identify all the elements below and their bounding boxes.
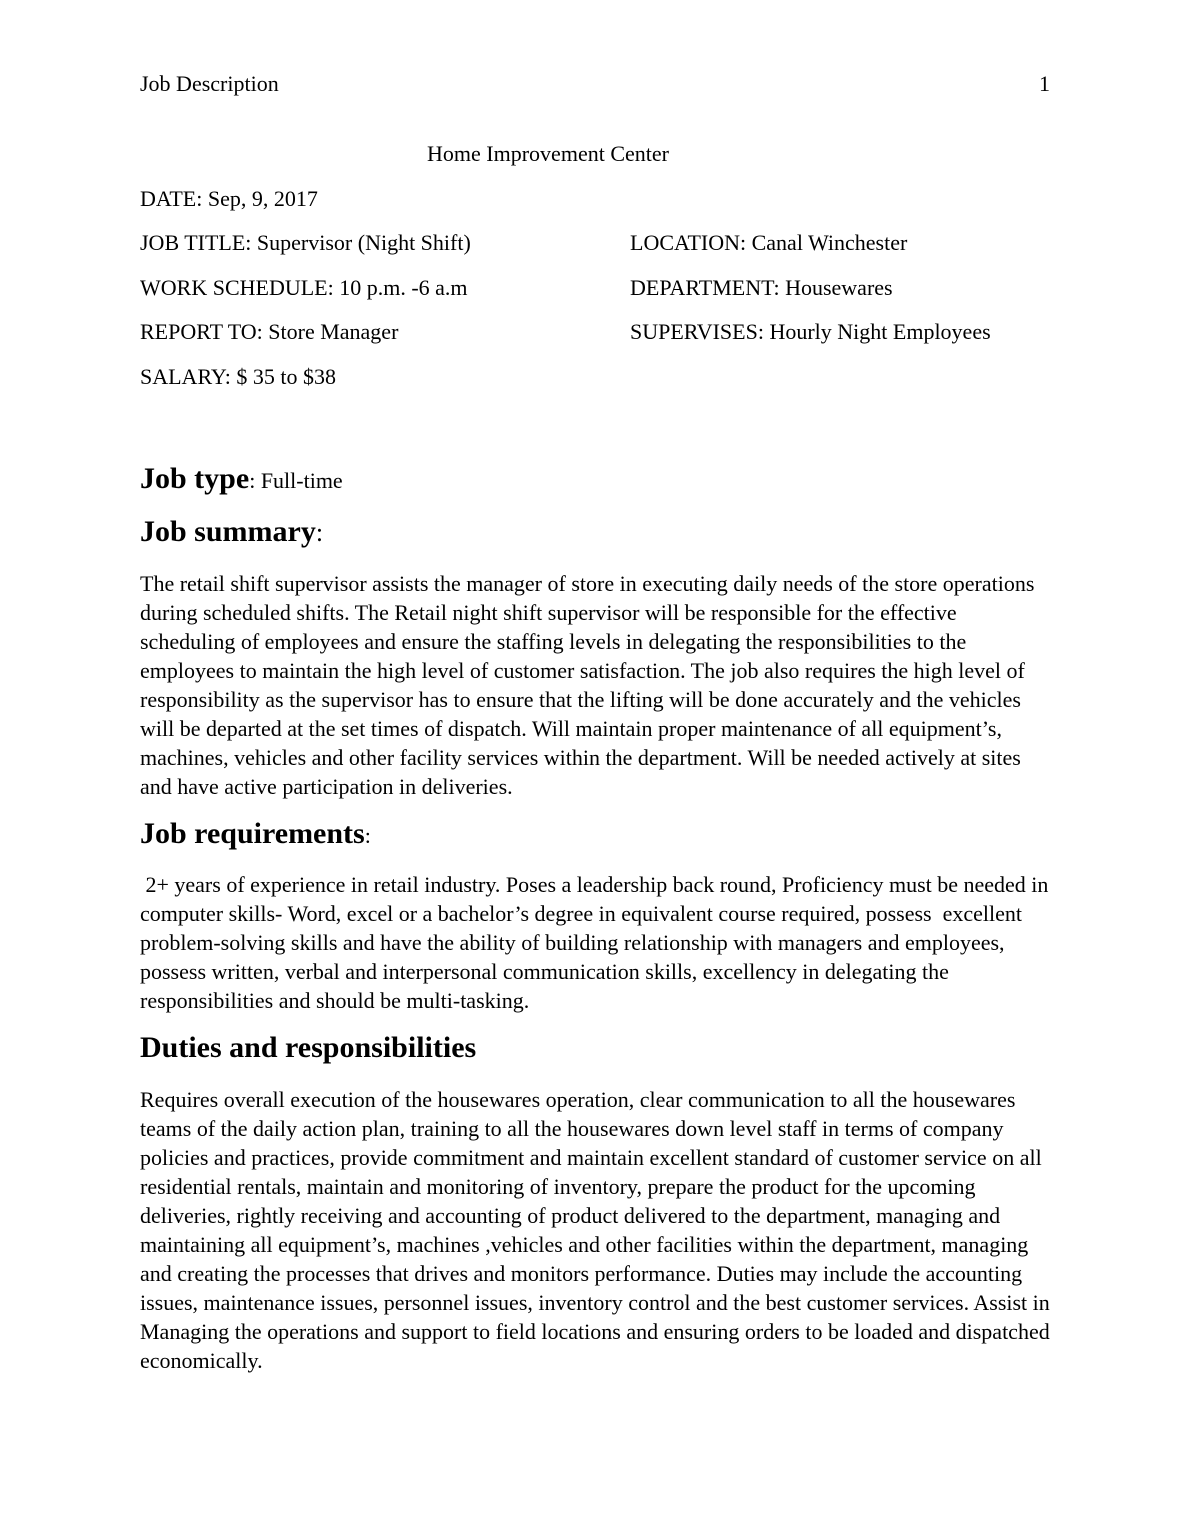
meta-department-label: DEPARTMENT: <box>630 275 780 300</box>
meta-job-title-label: JOB TITLE: <box>140 230 252 255</box>
running-head: Job Description <box>140 71 279 96</box>
meta-date-value: Sep, 9, 2017 <box>207 186 318 211</box>
page-number: 1 <box>1039 71 1050 96</box>
meta-salary <box>140 363 336 391</box>
duties-heading-line <box>140 1031 476 1065</box>
meta-work-schedule-label: WORK SCHEDULE: <box>140 275 334 300</box>
job-requirements-heading: Job requirements <box>140 817 365 850</box>
meta-work-schedule-value: 10 p.m. -6 a.m <box>339 275 468 300</box>
meta-date <box>140 185 318 213</box>
meta-report-to-value: Store Manager <box>268 319 399 344</box>
job-type-heading: Job type <box>140 462 250 495</box>
meta-report-to-label: REPORT TO: <box>140 319 263 344</box>
duties-text: Requires overall execution of the housewares operation, clear communication to all the housewares teams of the daily action plan, training to all the housewares down level staff in terms of company policies and practices, provide commitment and maintain excellent standard of customer service on all residential rentals, maintain and monitoring of inventory, prepare the product for the upcoming deliveries, rightly receiving and accounting of product delivered to the department, managing and maintaining all equipment’s, machines ,vehicles and other facilities within the department, managing and creating the processes that drives and monitors performance. Duties may include the accounting issues, maintenance issues, personnel issues, inventory control and the best customer services. Assist in Managing the operations and support to field locations and ensuring orders to be loaded and dispatched economically. <box>140 1087 1050 1373</box>
meta-salary-value: $ 35 to $38 <box>236 364 337 389</box>
meta-salary-label: SALARY: <box>140 364 231 389</box>
job-type-value: Full-time <box>260 468 343 493</box>
meta-location-value: Canal Winchester <box>751 230 908 255</box>
job-summary-text: The retail shift supervisor assists the manager of store in executing daily needs of the store operations during scheduled shifts. The Retail night shift supervisor will be responsible for the effective scheduling of employees and ensure the staffing levels in delegating the responsibilities to the employees to maintain the high level of customer satisfaction. The job also requires the high level of responsibility as the supervisor has to ensure that the lifting will be done accurately and the vehicles will be departed at the set times of dispatch. Will maintain proper maintenance of all equipment’s, machines, vehicles and other facility services within the department. Will be needed actively at sites and have active participation in deliveries. <box>140 571 1035 799</box>
duties-heading: Duties and responsibilities <box>140 1031 477 1064</box>
meta-supervises <box>630 318 991 346</box>
job-type-heading-line: Job type: Full-time <box>140 462 343 495</box>
job-summary-heading: Job summary <box>140 515 316 548</box>
meta-location-label: LOCATION: <box>630 230 747 255</box>
meta-job-title <box>140 229 471 257</box>
meta-report-to <box>140 318 398 346</box>
meta-supervises-value: Hourly Night Employees <box>769 319 991 344</box>
meta-location <box>630 229 907 257</box>
meta-department-value: Housewares <box>785 275 893 300</box>
meta-work-schedule <box>140 274 468 302</box>
job-requirements-text: 2+ years of experience in retail industry. Poses a leadership back round, Proficiency must be needed in computer skills- Word, excel or a bachelor’s degree in equivalent course required, possess excellent problem-solving skills and have the ability of building relationship with managers and employees, possess written, verbal and interpersonal communication skills, excellency in delegating the responsibilities and should be multi-tasking. <box>140 872 1054 1013</box>
job-summary-heading-line: Job summary: <box>140 515 324 548</box>
document-title: Home Improvement Center <box>427 141 669 166</box>
meta-date-label: DATE: <box>140 186 203 211</box>
meta-job-title-value: Supervisor (Night Shift) <box>256 230 471 255</box>
meta-department <box>630 274 893 302</box>
meta-supervises-label: SUPERVISES: <box>630 319 764 344</box>
job-requirements-heading-line: Job requirements: <box>140 817 371 850</box>
